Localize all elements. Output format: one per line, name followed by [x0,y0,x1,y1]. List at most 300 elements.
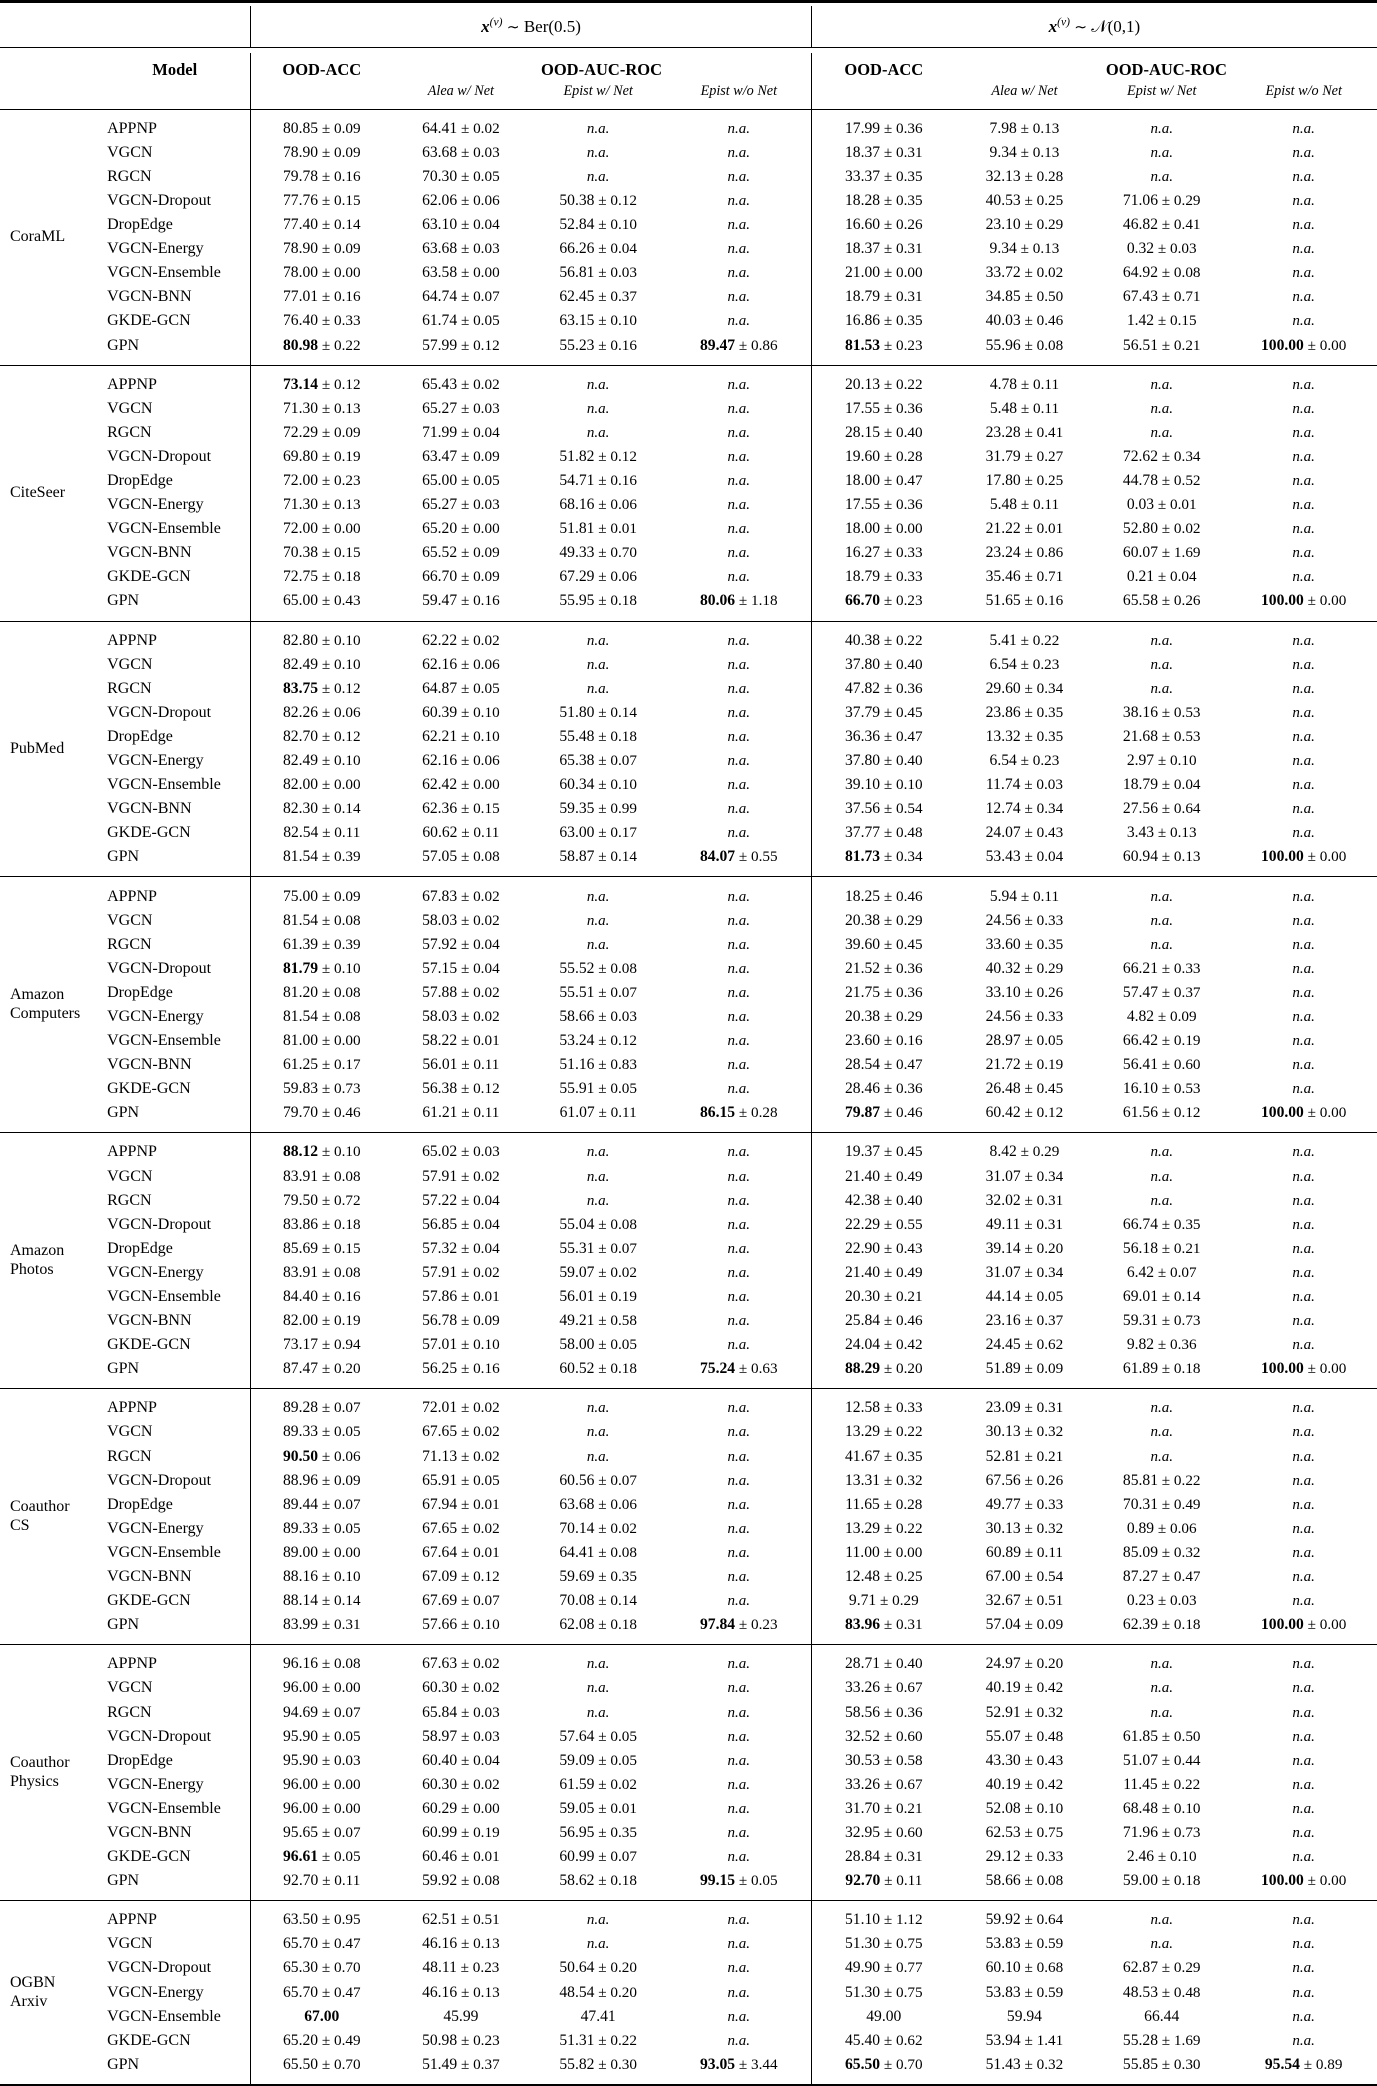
table-row [0,1869,1377,1893]
model-name-cell: GPN [107,592,140,610]
metric-cell [251,2029,392,2053]
cell-value: 49.77 ± 0.33 [985,1495,1064,1513]
metric-cell [811,1869,956,1893]
cell-na: n.a. [727,1424,751,1441]
cell-value: 67.94 ± 0.01 [422,1495,500,1513]
cell-value: 13.32 ± 0.35 [985,727,1064,745]
metric-cell [251,957,392,981]
cell-value: 56.01 ± 0.11 [422,1056,500,1074]
model-name-cell: DropEdge [107,1495,173,1513]
table-row [0,1357,1377,1381]
cell-value: 44.78 ± 0.52 [1122,472,1201,490]
cell-value: 66.42 ± 0.19 [1122,1032,1201,1050]
model-name-cell: VGCN [107,1935,153,1953]
cell-value: 43.30 ± 0.43 [985,1751,1064,1769]
metric-cell [392,749,529,773]
model-name-cell: VGCN-Energy [107,1775,204,1793]
metric-cell [956,1309,1093,1333]
cell-value: 57.01 ± 0.10 [422,1336,500,1354]
model-name-cell: RGCN [107,679,152,697]
cell-na: n.a. [727,144,751,161]
dist-formula-right: $x^{(v)}$ ∼ 𝒩(0,1) [1048,15,1141,36]
metric-cell [956,1565,1093,1589]
model-name-cell: RGCN [107,167,152,185]
cell-value: 12.48 ± 0.25 [844,1568,923,1586]
cell-na: n.a. [586,1448,610,1465]
cell-value: 81.54 ± 0.39 [282,848,361,866]
table-row [0,773,1377,797]
cell-value: 56.38 ± 0.12 [422,1080,500,1098]
dataset-label [0,629,99,870]
table-row [0,421,1377,445]
cell-na: n.a. [727,801,751,818]
cell-value: 4.82 ± 0.09 [1126,1007,1197,1025]
cell-value: 65.00 ± 0.43 [282,592,361,610]
metric-cell [251,749,392,773]
table-row [0,677,1377,701]
metric-cell [667,1700,812,1724]
table-row [0,1652,1377,1676]
cell-value: 51.80 ± 0.14 [559,703,637,721]
cell-value: 58.03 ± 0.02 [422,911,500,929]
cell-value: 72.75 ± 0.18 [282,568,361,586]
cell-value: 55.31 ± 0.07 [559,1239,637,1257]
metric-cell [530,165,667,189]
metric-cell [956,1981,1093,2005]
metric-cell [392,1261,529,1285]
cell-value: 60.40 ± 0.04 [422,1751,500,1769]
cell-na: n.a. [727,1081,751,1098]
metric-cell [956,821,1093,845]
metric-cell [811,213,956,237]
cell-value: 28.54 ± 0.47 [844,1056,923,1074]
cell-na: n.a. [586,1424,610,1441]
metric-cell [811,1749,956,1773]
cell-value: 75.00 ± 0.09 [282,887,361,905]
cell-na: n.a. [727,569,751,586]
cell-value: 37.80 ± 0.40 [844,655,923,673]
cell-value: 31.79 ± 0.27 [985,447,1064,465]
metric-cell [1093,1749,1230,1773]
metric-cell [667,884,812,908]
cell-value: 56.81 ± 0.03 [559,264,637,282]
cell-value: 17.80 ± 0.25 [985,472,1064,490]
dataset-label-line: PubMed [10,739,65,757]
metric-cell [530,884,667,908]
cell-value: 60.30 ± 0.02 [422,1775,500,1793]
metric-cell [956,749,1093,773]
cell-value: 66.44 [1144,2007,1180,2025]
metric-cell [392,541,529,565]
metric-cell [811,493,956,517]
metric-cell [530,821,667,845]
cell-value: 45.99 [443,2007,479,2025]
metric-cell [811,909,956,933]
model-name-cell: GKDE-GCN [107,1336,191,1354]
metric-cell [251,1773,392,1797]
table-row [0,261,1377,285]
metric-cell [811,1613,956,1637]
cell-na: n.a. [727,545,751,562]
cell-value: 55.52 ± 0.08 [559,959,637,977]
cell-value: 67.56 ± 0.26 [985,1471,1064,1489]
cell-value: 58.56 ± 0.36 [844,1703,923,1721]
cell-value: 23.28 ± 0.41 [985,423,1064,441]
metric-cell [667,1029,812,1053]
metric-cell [667,469,812,493]
metric-cell [392,517,529,541]
cell-value: 55.07 ± 0.48 [985,1727,1064,1745]
metric-cell [251,1869,392,1893]
cell-na: n.a. [586,400,610,417]
metric-cell [811,933,956,957]
cell-na: n.a. [1150,1936,1173,1953]
metric-cell [811,1725,956,1749]
metric-cell [251,1700,392,1724]
cell-na: n.a. [727,1289,751,1306]
metric-cell [530,309,667,333]
metric-cell [956,629,1093,653]
model-name-cell: DropEdge [107,1239,173,1257]
cell-value: 83.96 ± 0.31 [844,1616,923,1634]
metric-cell [251,1725,392,1749]
metric-cell [1093,1773,1230,1797]
cell-value: 82.49 ± 0.10 [282,752,361,770]
metric-cell [530,1333,667,1357]
cell-value: 67.65 ± 0.02 [422,1519,500,1537]
metric-cell [956,1493,1093,1517]
cell-value: 55.96 ± 0.08 [985,336,1064,354]
cell-value: 70.38 ± 0.15 [282,544,361,562]
table-row [0,1285,1377,1309]
cell-na: n.a. [1292,1472,1315,1489]
cell-value: 88.14 ± 0.14 [282,1592,361,1610]
metric-cell [1093,141,1230,165]
metric-cell [811,1956,956,1980]
cell-value: 6.54 ± 0.23 [989,655,1060,673]
cell-value: 100.00 ± 0.00 [1260,1104,1347,1122]
metric-cell [1230,334,1377,358]
metric-cell [811,165,956,189]
metric-cell [530,285,667,309]
cell-value: 95.90 ± 0.05 [282,1727,361,1745]
cell-value: 55.51 ± 0.07 [559,983,637,1001]
cell-value: 61.39 ± 0.39 [282,935,361,953]
cell-na: n.a. [1292,217,1315,234]
cell-value: 24.56 ± 0.33 [985,911,1064,929]
metric-cell [811,1053,956,1077]
metric-cell [392,1396,529,1420]
model-name-cell: VGCN-Dropout [107,1471,212,1489]
metric-cell [251,493,392,517]
cell-value: 21.22 ± 0.01 [985,520,1064,538]
metric-cell [956,309,1093,333]
metric-cell [667,1285,812,1309]
cell-value: 28.84 ± 0.31 [844,1848,923,1866]
metric-cell [1230,141,1377,165]
cell-value: 77.01 ± 0.16 [282,288,361,306]
metric-cell [811,189,956,213]
metric-cell [530,1029,667,1053]
metric-cell [667,1773,812,1797]
subcolumn-header-blank-left [251,82,392,110]
cell-value: 88.29 ± 0.20 [844,1360,923,1378]
cell-value: 61.59 ± 0.02 [559,1775,637,1793]
cell-na: n.a. [1292,1960,1315,1977]
cell-value: 23.16 ± 0.37 [985,1312,1064,1330]
cell-na: n.a. [727,1168,751,1185]
metric-cell [1093,165,1230,189]
metric-cell [530,1213,667,1237]
metric-cell [956,957,1093,981]
metric-cell [667,1101,812,1125]
metric-cell [667,589,812,613]
cell-na: n.a. [1292,656,1315,673]
metric-cell [392,1700,529,1724]
metric-cell [956,1420,1093,1444]
cell-value: 81.20 ± 0.08 [282,983,361,1001]
metric-cell [956,1700,1093,1724]
cell-na: n.a. [727,1728,751,1745]
metric-cell [667,845,812,869]
metric-cell [811,589,956,613]
cell-value: 79.78 ± 0.16 [282,167,361,185]
table-row [0,1420,1377,1444]
metric-cell [667,141,812,165]
cell-value: 44.14 ± 0.05 [985,1288,1064,1306]
metric-cell [667,1565,812,1589]
model-name-cell: GPN [107,1872,140,1890]
cell-na: n.a. [586,376,610,393]
cell-value: 97.84 ± 0.23 [699,1616,778,1634]
metric-cell [956,653,1093,677]
metric-cell [811,845,956,869]
metric-cell [956,1725,1093,1749]
block-gap-bottom [0,614,1377,622]
metric-cell [251,541,392,565]
metric-cell [667,1589,812,1613]
table-row [0,2005,1377,2029]
cell-value: 83.91 ± 0.08 [282,1167,361,1185]
cell-na: n.a. [1292,265,1315,282]
metric-cell [1093,1469,1230,1493]
table-row [0,445,1377,469]
cell-value: 65.43 ± 0.02 [422,375,500,393]
dataset-label-line: Computers [10,1004,81,1022]
metric-cell [667,334,812,358]
model-name-cell: VGCN-Dropout [107,191,212,209]
cell-value: 26.48 ± 0.45 [985,1080,1064,1098]
metric-cell [1093,1053,1230,1077]
metric-cell [1093,445,1230,469]
cell-na: n.a. [727,1192,751,1209]
cell-na: n.a. [1292,448,1315,465]
metric-cell [667,1725,812,1749]
cell-value: 72.01 ± 0.02 [422,1399,500,1417]
metric-cell [1093,701,1230,725]
cell-value: 62.16 ± 0.06 [422,655,500,673]
cell-value: 32.02 ± 0.31 [985,1191,1064,1209]
cell-na: n.a. [727,984,751,1001]
metric-cell [251,797,392,821]
metric-cell [251,1652,392,1676]
block-gap-top [0,366,1377,373]
cell-value: 56.51 ± 0.21 [1122,336,1201,354]
metric-cell [1230,237,1377,261]
cell-value: 62.87 ± 0.29 [1122,1959,1201,1977]
metric-cell [392,334,529,358]
cell-na: n.a. [727,217,751,234]
cell-value: 71.30 ± 0.13 [282,399,361,417]
cell-value: 59.83 ± 0.73 [282,1080,361,1098]
metric-cell [1093,677,1230,701]
metric-cell [811,309,956,333]
metric-cell [392,1541,529,1565]
cell-value: 22.29 ± 0.55 [844,1215,923,1233]
metric-cell [251,933,392,957]
metric-cell [530,1589,667,1613]
cell-value: 34.85 ± 0.50 [985,288,1064,306]
cell-value: 0.89 ± 0.06 [1126,1519,1197,1537]
dataset-label-line: Amazon [10,1242,65,1259]
metric-cell [667,373,812,397]
cell-value: 55.04 ± 0.08 [559,1215,637,1233]
metric-cell [251,213,392,237]
metric-cell [530,565,667,589]
cell-value: 63.68 ± 0.06 [559,1495,637,1513]
cell-na: n.a. [1292,1264,1315,1281]
cell-value: 30.13 ± 0.32 [985,1423,1064,1441]
metric-cell [811,373,956,397]
cell-na: n.a. [1292,376,1315,393]
metric-cell [956,1749,1093,1773]
dist-formula-left: $x^{(v)}$ ∼ Ber(0.5) [481,15,581,36]
model-name-cell: APPNP [107,1655,157,1673]
cell-value: 57.92 ± 0.04 [422,935,500,953]
cell-na: n.a. [1150,1168,1173,1185]
cell-value: 82.80 ± 0.10 [282,631,361,649]
cell-value: 67.09 ± 0.12 [422,1568,500,1586]
metric-cell [530,1420,667,1444]
metric-cell [811,117,956,141]
cell-value: 96.16 ± 0.08 [282,1655,361,1673]
metric-cell [251,1797,392,1821]
metric-cell [1093,981,1230,1005]
metric-cell [956,1077,1093,1101]
cell-value: 63.68 ± 0.03 [422,240,500,258]
metric-cell [392,821,529,845]
cell-value: 47.82 ± 0.36 [844,679,923,697]
metric-cell [667,309,812,333]
cell-na: n.a. [586,888,610,905]
metric-cell [811,517,956,541]
metric-cell [530,541,667,565]
metric-cell [811,334,956,358]
cell-value: 51.10 ± 1.12 [844,1911,923,1929]
cell-value: 0.23 ± 0.03 [1126,1592,1197,1610]
cell-value: 59.31 ± 0.73 [1122,1312,1201,1330]
metric-cell [251,725,392,749]
metric-cell [251,1333,392,1357]
metric-cell [1230,1005,1377,1029]
cell-na: n.a. [727,120,751,137]
model-name-cell: APPNP [107,1399,157,1417]
cell-value: 60.99 ± 0.19 [422,1823,500,1841]
cell-value: 13.31 ± 0.32 [844,1471,923,1489]
cell-value: 40.19 ± 0.42 [985,1775,1064,1793]
cell-value: 63.10 ± 0.04 [422,216,500,234]
metric-cell [811,1333,956,1357]
metric-cell [530,1005,667,1029]
cell-na: n.a. [1292,1593,1315,1610]
cell-value: 66.21 ± 0.33 [1122,959,1201,977]
metric-cell [1093,1908,1230,1932]
table-row [0,957,1377,981]
cell-value: 65.20 ± 0.00 [422,520,500,538]
cell-value: 84.40 ± 0.16 [282,1288,361,1306]
cell-value: 59.35 ± 0.99 [559,800,637,818]
dataset-label-line: Arxiv [10,1992,48,2010]
subcolumn-header-epist-w-left: Epist w/ Net [563,82,633,99]
metric-cell [956,421,1093,445]
metric-cell [1093,1357,1230,1381]
metric-cell [392,2005,529,2029]
cell-value: 65.58 ± 0.26 [1122,592,1201,610]
metric-cell [811,1396,956,1420]
cell-value: 51.65 ± 0.16 [985,592,1064,610]
cell-value: 51.89 ± 0.09 [985,1360,1064,1378]
cell-value: 96.61 ± 0.05 [282,1848,361,1866]
table-row [0,1932,1377,1956]
cell-na: n.a. [1292,1168,1315,1185]
cell-value: 67.64 ± 0.01 [422,1543,500,1561]
metric-cell [1230,749,1377,773]
cell-value: 65.70 ± 0.47 [282,1983,361,2001]
metric-cell [1093,1005,1230,1029]
cell-value: 82.00 ± 0.00 [282,776,361,794]
metric-cell [530,1445,667,1469]
cell-value: 37.56 ± 0.54 [844,800,923,818]
cell-na: n.a. [727,313,751,330]
cell-na: n.a. [1292,144,1315,161]
cell-na: n.a. [1150,1680,1173,1697]
metric-cell [530,213,667,237]
metric-cell [811,445,956,469]
cell-na: n.a. [727,2032,751,2049]
metric-cell [1230,1285,1377,1309]
cell-value: 16.10 ± 0.53 [1122,1080,1201,1098]
block-gap-bottom [0,2077,1377,2085]
metric-cell [392,2053,529,2077]
metric-cell [392,1981,529,2005]
metric-cell [251,469,392,493]
cell-value: 37.80 ± 0.40 [844,752,923,770]
model-name-cell: VGCN [107,1423,153,1441]
metric-cell [667,421,812,445]
metric-cell [392,1589,529,1613]
cell-value: 0.32 ± 0.03 [1126,240,1197,258]
metric-cell [667,1845,812,1869]
metric-cell [251,285,392,309]
cell-na: n.a. [1292,1752,1315,1769]
cell-na: n.a. [727,1448,751,1465]
cell-value: 100.00 ± 0.00 [1260,1872,1347,1890]
cell-value: 62.21 ± 0.10 [422,727,500,745]
cell-value: 59.92 ± 0.64 [985,1911,1064,1929]
model-name-cell: VGCN-BNN [107,800,192,818]
table-row [0,884,1377,908]
cell-na: n.a. [727,376,751,393]
